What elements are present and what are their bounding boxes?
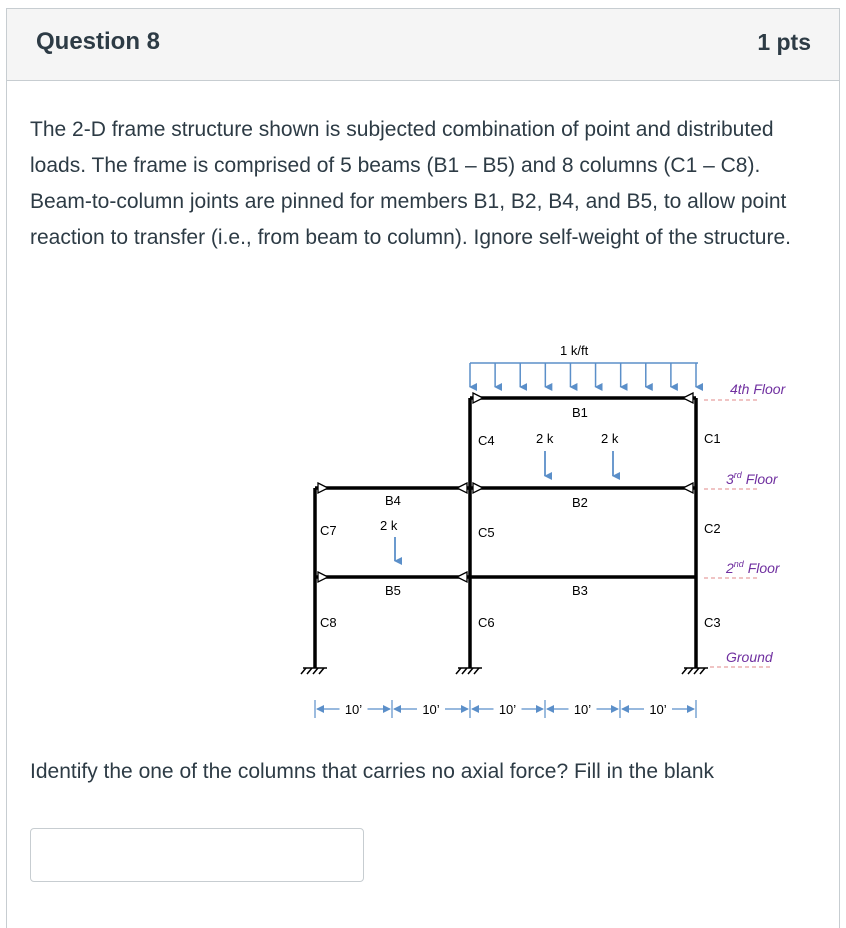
pin-b4-right — [457, 483, 467, 493]
label-c5: C5 — [478, 525, 495, 540]
label-b4: B4 — [385, 493, 401, 508]
frame-members — [315, 398, 696, 668]
frame-diagram — [280, 325, 840, 745]
distributed-load-label: 1 k/ft — [560, 343, 589, 358]
label-b2: B2 — [572, 495, 588, 510]
label-c6: C6 — [478, 615, 495, 630]
pin-b5-left — [318, 572, 328, 582]
question-points: 1 pts — [757, 29, 811, 55]
answer-input[interactable] — [30, 828, 364, 882]
dimension-label: 10’ — [649, 702, 667, 717]
span-dimensions — [315, 700, 696, 718]
label-b1: B1 — [572, 405, 588, 420]
pin-b2-left — [473, 483, 483, 493]
pin-b1-left — [473, 393, 483, 403]
dimension-label: 10’ — [498, 702, 517, 717]
dimension-label: 10’ — [344, 702, 363, 717]
frame-svg — [280, 325, 840, 745]
floor-label-ground: Ground — [726, 649, 773, 665]
label-c4: C4 — [478, 433, 495, 448]
floor-label-fourth: 4th Floor — [730, 381, 786, 397]
label-b5: B5 — [385, 583, 401, 598]
floor-label-second: 2nd Floor — [726, 559, 780, 576]
label-b3: B3 — [572, 583, 588, 598]
question-header — [7, 9, 839, 81]
question-prompt: Identify the one of the columns that carries no axial force? Fill in the blank — [30, 760, 715, 783]
pin-b2-right — [683, 483, 693, 493]
point-load-label-mid-left: 2 k — [536, 431, 554, 446]
pin-b4-left — [318, 483, 328, 493]
point-load-label-left: 2 k — [380, 518, 398, 533]
distributed-load — [470, 343, 698, 387]
label-c7: C7 — [320, 523, 337, 538]
distributed-load-arrows — [470, 363, 696, 387]
dimension-label: 10’ — [573, 702, 592, 717]
point-load-label-mid-right: 2 k — [601, 431, 619, 446]
label-c2: C2 — [704, 521, 721, 536]
pin-b1-right — [683, 393, 693, 403]
dimension-label: 10’ — [422, 702, 440, 717]
question-title: Question 8 — [36, 28, 161, 55]
pin-b5-right — [457, 572, 467, 582]
dimension-spans — [317, 702, 694, 717]
label-c8: C8 — [320, 615, 337, 630]
label-c3: C3 — [704, 615, 721, 630]
supports — [301, 668, 708, 674]
question-text: The 2-D frame structure shown is subjected combination of point and distributed loads. The frame is comprised of 5 beams (B1 – B5) and 8 columns (C1 – C8). Beam-to-column joints are pinned for members B1, B2, B4, and B5, to allow point reaction to transfer (i.e., from beam to column). Ignore self-weight of the structure. — [30, 118, 791, 249]
label-c1: C1 — [704, 431, 721, 446]
floor-label-third: 3rd Floor — [726, 470, 778, 487]
